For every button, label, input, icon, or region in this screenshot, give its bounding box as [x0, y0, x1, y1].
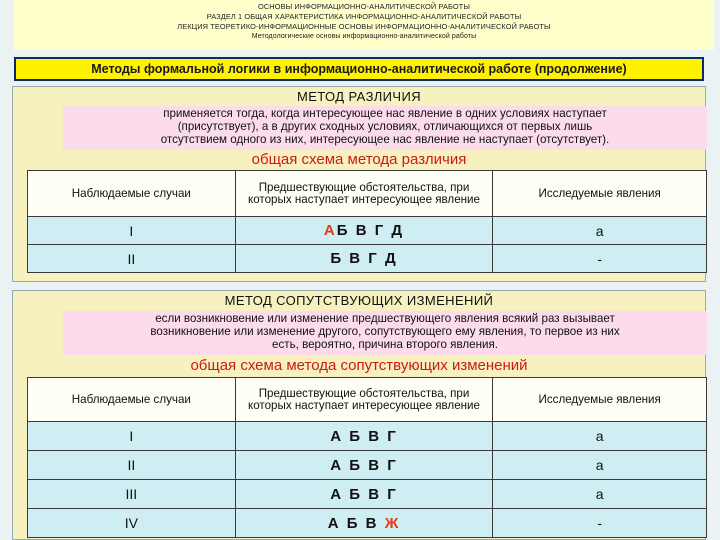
result-cell: - — [493, 509, 707, 538]
col-header-phenomena: Исследуемые явления — [493, 171, 707, 217]
result-cell: а — [493, 422, 707, 451]
factors: А Б В Г — [330, 485, 398, 503]
table-row — [28, 509, 707, 538]
slide-header — [14, 0, 714, 50]
method-difference-title: МЕТОД РАЗЛИЧИЯ — [296, 89, 421, 104]
col-header-phenomena: Исследуемые явления — [493, 378, 707, 422]
result-cell: а — [493, 217, 707, 245]
conditions-cell — [235, 509, 493, 538]
case-cell: IV — [28, 509, 236, 538]
method-difference-scheme-title: общая схема метода различия — [251, 151, 467, 168]
col-header-cases: Наблюдаемые случаи — [28, 171, 236, 217]
method-concomitant-title: МЕТОД СОПУТСТВУЮЩИХ ИЗМЕНЕНИЙ — [224, 293, 494, 308]
method-difference-description — [63, 106, 707, 150]
highlight-factor: Ж — [384, 514, 401, 532]
conditions-cell — [235, 480, 493, 509]
table-row — [28, 217, 707, 245]
desc-line: возникновение или изменение другого, сопутствующего ему явления, то первое из них — [150, 325, 620, 338]
desc-line: отсутствием одного из них, интересующее нас явление не наступает (отсутствует). — [160, 133, 610, 146]
method-difference-panel — [12, 86, 706, 282]
col-header-conditions: Предшествующие обстоятельства, при которых наступает интересующее явление — [235, 378, 493, 422]
desc-line: (присутствует), а в других сходных условиях, отличающихся от первых лишь — [177, 120, 593, 133]
factors: Б В Г Д — [336, 222, 405, 239]
case-cell: I — [28, 422, 236, 451]
table-row — [28, 245, 707, 273]
header-course: ОСНОВЫ ИНФОРМАЦИОННО-АНАЛИТИЧЕСКОЙ РАБОТЫ — [258, 2, 470, 11]
case-cell: II — [28, 245, 236, 273]
method-difference-table — [27, 170, 707, 273]
case-cell: I — [28, 217, 236, 245]
conditions-cell — [235, 422, 493, 451]
table-row — [28, 480, 707, 509]
col-header-cases: Наблюдаемые случаи — [28, 378, 236, 422]
table-row — [28, 422, 707, 451]
method-concomitant-panel — [12, 290, 706, 540]
header-lecture: ЛЕКЦИЯ ТЕОРЕТИКО-ИНФОРМАЦИОННЫЕ ОСНОВЫ ИНФОРМАЦИОННО-АНАЛИТИЧЕСКОЙ РАБОТЫ — [177, 22, 551, 31]
desc-line: есть, вероятно, причина второго явления. — [272, 338, 498, 351]
table-header-row — [28, 378, 707, 422]
desc-line: применяется тогда, когда интересующее нас явление в одних условиях наступает — [163, 107, 607, 120]
table-header-row — [28, 171, 707, 217]
slide-title: Методы формальной логики в информационно-аналитической работе (продолжение) — [14, 57, 704, 81]
case-cell: III — [28, 480, 236, 509]
method-concomitant-scheme-title: общая схема метода сопутствующих изменений — [190, 357, 528, 374]
col-header-conditions: Предшествующие обстоятельства, при которых наступает интересующее явление — [235, 171, 493, 217]
result-cell: - — [493, 245, 707, 273]
header-topic: Методологические основы информационно-аналитической работы — [251, 33, 477, 40]
conditions-cell — [235, 451, 493, 480]
case-cell: II — [28, 451, 236, 480]
factors: А Б В — [327, 514, 379, 532]
factors: Б В Г Д — [330, 250, 398, 267]
conditions-cell — [235, 217, 493, 245]
result-cell: а — [493, 480, 707, 509]
method-concomitant-description — [63, 311, 707, 355]
highlight-factor: А — [323, 222, 337, 239]
factors: А Б В Г — [330, 427, 398, 445]
desc-line: если возникновение или изменение предшествующего явления всякий раз вызывает — [155, 312, 615, 325]
conditions-cell — [235, 245, 493, 273]
header-section: РАЗДЕЛ 1 ОБЩАЯ ХАРАКТЕРИСТИКА ИНФОРМАЦИОННО-АНАЛИТИЧЕСКОЙ РАБОТЫ — [206, 12, 522, 21]
table-row — [28, 451, 707, 480]
method-concomitant-table — [27, 377, 707, 538]
factors: А Б В Г — [330, 456, 398, 474]
result-cell: а — [493, 451, 707, 480]
